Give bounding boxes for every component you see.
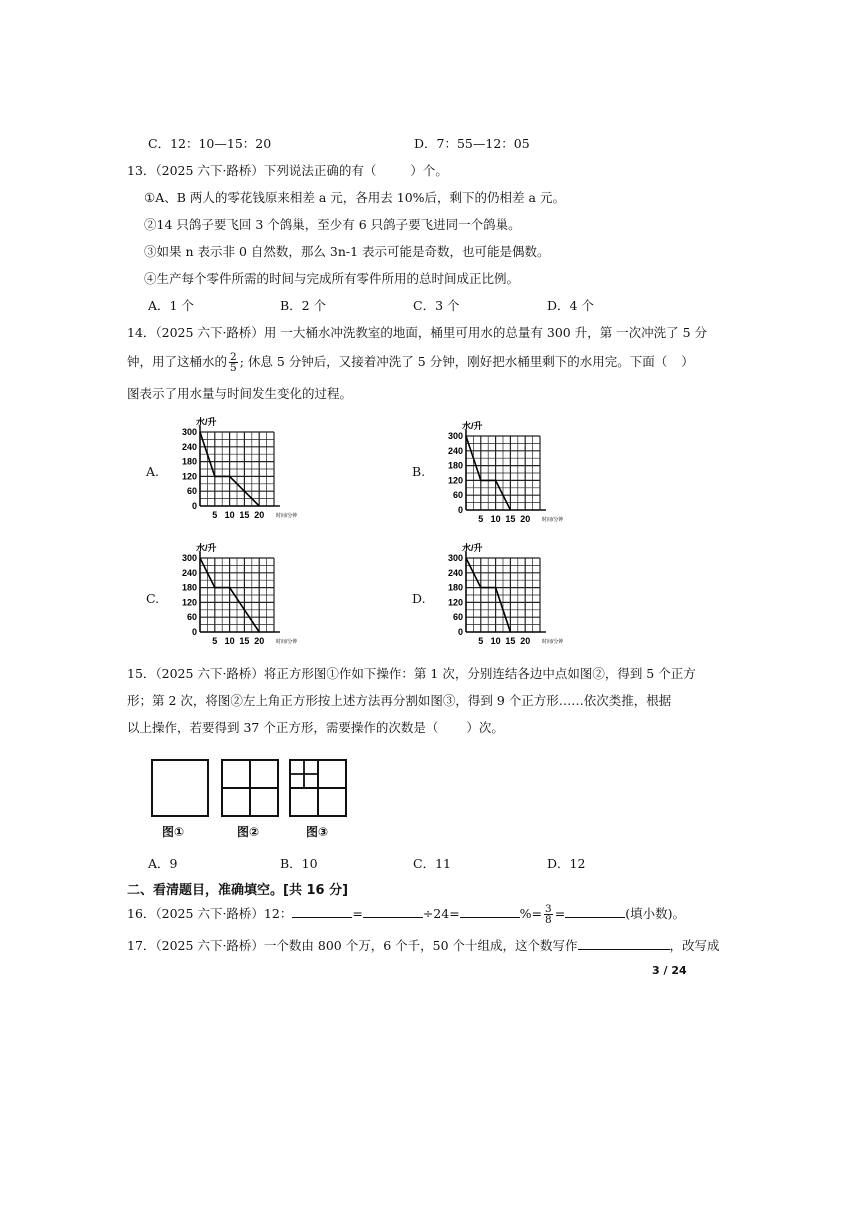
q15-line1: 15．（2025 六下·路桥）将正方形图①作如下操作：第 1 次，分别连结各边中点如图②，得到 5 个正方 [127, 666, 696, 681]
y-axis-label: 水/升 [462, 543, 483, 553]
q16-prefix: 16．（2025 六下·路桥）12： [127, 906, 293, 921]
q14-graph-b-label: B. [412, 464, 426, 479]
y-tick-label: 180 [181, 456, 197, 467]
q13-option-b: B．2 个 [280, 298, 327, 313]
y-tick-label: 60 [452, 612, 463, 623]
q13-option-d: D．4 个 [547, 298, 594, 313]
q17-text: 17．（2025 六下·路桥）一个数由 800 个万，6 个千，50 个十组成，这个数写作 [127, 938, 578, 953]
q14-graph-d-label: D. [412, 591, 426, 606]
y-tick-label: 120 [181, 471, 197, 482]
x-tick-label: 20 [254, 636, 265, 646]
y-tick-label: 120 [181, 597, 197, 608]
q16-percent: %= [519, 906, 543, 921]
q13-option-a: A．1 个 [148, 298, 194, 313]
q17-line [127, 937, 720, 954]
q14-line1: 14．（2025 六下·路桥）用 一大桶水冲洗教室的地面，桶里可用水的总量有 300 升，第 一次冲洗了 5 分 [127, 325, 708, 340]
q15-option-a: A．9 [148, 856, 178, 871]
y-tick-label: 0 [457, 505, 463, 515]
q15-line3 [127, 720, 504, 736]
q14-graph-b [428, 420, 568, 530]
q17-suffix: ，改写成 [669, 938, 720, 953]
x-axis-label: 时间/分钟 [276, 639, 298, 645]
q17-blank[interactable] [578, 937, 670, 950]
q14-graph-a-label: A. [146, 464, 160, 479]
x-tick-label: 20 [254, 510, 265, 520]
y-tick-label: 60 [186, 612, 197, 623]
y-axis-label: 水/升 [462, 421, 483, 431]
q15-line3-text: 以上操作，若要得到 37 个正方形，需要操作的次数是（ [127, 720, 439, 735]
x-axis-label: 时间/分钟 [276, 513, 298, 519]
q16-blank-4[interactable] [565, 905, 625, 918]
q15-option-b: B．10 [280, 856, 318, 871]
x-tick-label: 10 [490, 636, 501, 646]
y-tick-label: 300 [181, 427, 197, 437]
x-tick-label: 15 [239, 636, 250, 646]
y-tick-label: 240 [447, 445, 463, 456]
y-tick-label: 300 [447, 431, 463, 441]
x-tick-label: 5 [212, 510, 218, 520]
q13-statement-3: ③如果 n 表示非 0 自然数，那么 3n-1 表示可能是奇数，也可能是偶数。 [144, 244, 550, 259]
q13-prefix: 13．（2025 六下·路桥）下列说法正确的有（ [127, 163, 377, 178]
y-axis-label: 水/升 [196, 417, 217, 427]
q14-graph-c [162, 542, 302, 652]
q13-statement-4: ④生产每个零件所需的时间与完成所有零件所用的总时间成正比例。 [144, 271, 520, 286]
x-axis-label: 时间/分钟 [542, 517, 564, 523]
y-tick-label: 60 [186, 486, 197, 497]
y-tick-label: 240 [181, 567, 197, 578]
q16-blank-3[interactable] [460, 905, 520, 918]
q13-statement-2: ②14 只鸽子要飞回 3 个鸽巢，至少有 6 只鸽子要飞进同一个鸽巢。 [144, 217, 521, 232]
q12-option-d: D．7：55—12：05 [414, 136, 530, 151]
y-tick-label: 240 [447, 567, 463, 578]
x-tick-label: 10 [224, 636, 235, 646]
section-2-title: 二、看清题目，准确填空。[共 16 分] [127, 883, 349, 898]
q15-figure-3 [288, 758, 350, 820]
q14-line2 [127, 352, 694, 373]
q16-frac-num: 3 [545, 903, 552, 915]
x-tick-label: 5 [478, 636, 484, 646]
q14-line3: 图表示了用水量与时间发生变化的过程。 [127, 386, 353, 401]
x-tick-label: 15 [239, 510, 250, 520]
y-tick-label: 120 [447, 475, 463, 486]
q15-option-c: C．11 [413, 856, 451, 871]
y-tick-label: 180 [181, 582, 197, 593]
q12-option-c: C．12：10—15：20 [148, 136, 272, 151]
q15-figure-1-label: 图① [162, 825, 185, 839]
y-tick-label: 0 [191, 627, 197, 637]
q16-blank-2[interactable] [363, 905, 423, 918]
y-axis-label: 水/升 [196, 543, 217, 553]
x-tick-label: 15 [505, 636, 516, 646]
q16-blank-1[interactable] [292, 905, 352, 918]
q15-figure-2-label: 图② [237, 825, 260, 839]
q16-eq1: = [352, 906, 363, 921]
q16-suffix: (填小数)。 [625, 906, 685, 921]
q16-mid: ÷24= [422, 906, 460, 921]
q13-stem [127, 163, 448, 179]
q16-line [127, 904, 685, 925]
q14-fraction [229, 352, 238, 373]
y-tick-label: 0 [457, 627, 463, 637]
q14-frac-den: 5 [230, 362, 237, 374]
q16-fraction [544, 904, 553, 925]
x-tick-label: 20 [520, 514, 531, 524]
x-axis-label: 时间/分钟 [542, 639, 564, 645]
y-tick-label: 180 [447, 460, 463, 471]
y-tick-label: 0 [191, 501, 197, 511]
y-tick-label: 120 [447, 597, 463, 608]
q15-figure-2 [220, 758, 282, 820]
q13-suffix: ）个。 [410, 163, 448, 178]
q13-option-c: C．3 个 [413, 298, 460, 313]
q16-eq2: = [554, 906, 566, 921]
x-tick-label: 10 [490, 514, 501, 524]
q14-graph-a [162, 416, 302, 526]
x-tick-label: 5 [212, 636, 218, 646]
x-tick-label: 20 [520, 636, 531, 646]
page-number: 3 / 24 [652, 964, 687, 977]
y-tick-label: 240 [181, 441, 197, 452]
y-tick-label: 180 [447, 582, 463, 593]
x-tick-label: 5 [478, 514, 484, 524]
q14-graph-c-label: C. [146, 591, 160, 606]
y-tick-label: 300 [181, 553, 197, 563]
q13-statement-1: ①A、B 两人的零花钱原来相差 a 元，各用去 10%后，剩下的仍相差 a 元。 [144, 190, 565, 205]
y-tick-label: 300 [447, 553, 463, 563]
q15-line2: 形；第 2 次，将图②左上角正方形按上述方法再分割如图③，得到 9 个正方形……依次类推，根据 [127, 693, 672, 708]
q15-figure-1 [150, 758, 212, 820]
q14-frac-num: 2 [230, 351, 237, 363]
x-tick-label: 10 [224, 510, 235, 520]
q14-graph-d [428, 542, 568, 652]
x-tick-label: 15 [505, 514, 516, 524]
q14-line2-b: ; 休息 5 分钟后，又接着冲洗了 5 分钟，刚好把水桶里剩下的水用完。下面（ [239, 354, 668, 369]
q16-frac-den: 8 [545, 914, 552, 926]
q15-line3-end: ）次。 [466, 720, 504, 735]
q15-figure-3-label: 图③ [306, 825, 329, 839]
q14-line2-c: ） [681, 354, 694, 369]
y-tick-label: 60 [452, 490, 463, 501]
q15-option-d: D．12 [547, 856, 586, 871]
q14-line2-a: 钟，用了这桶水的 [127, 354, 228, 369]
